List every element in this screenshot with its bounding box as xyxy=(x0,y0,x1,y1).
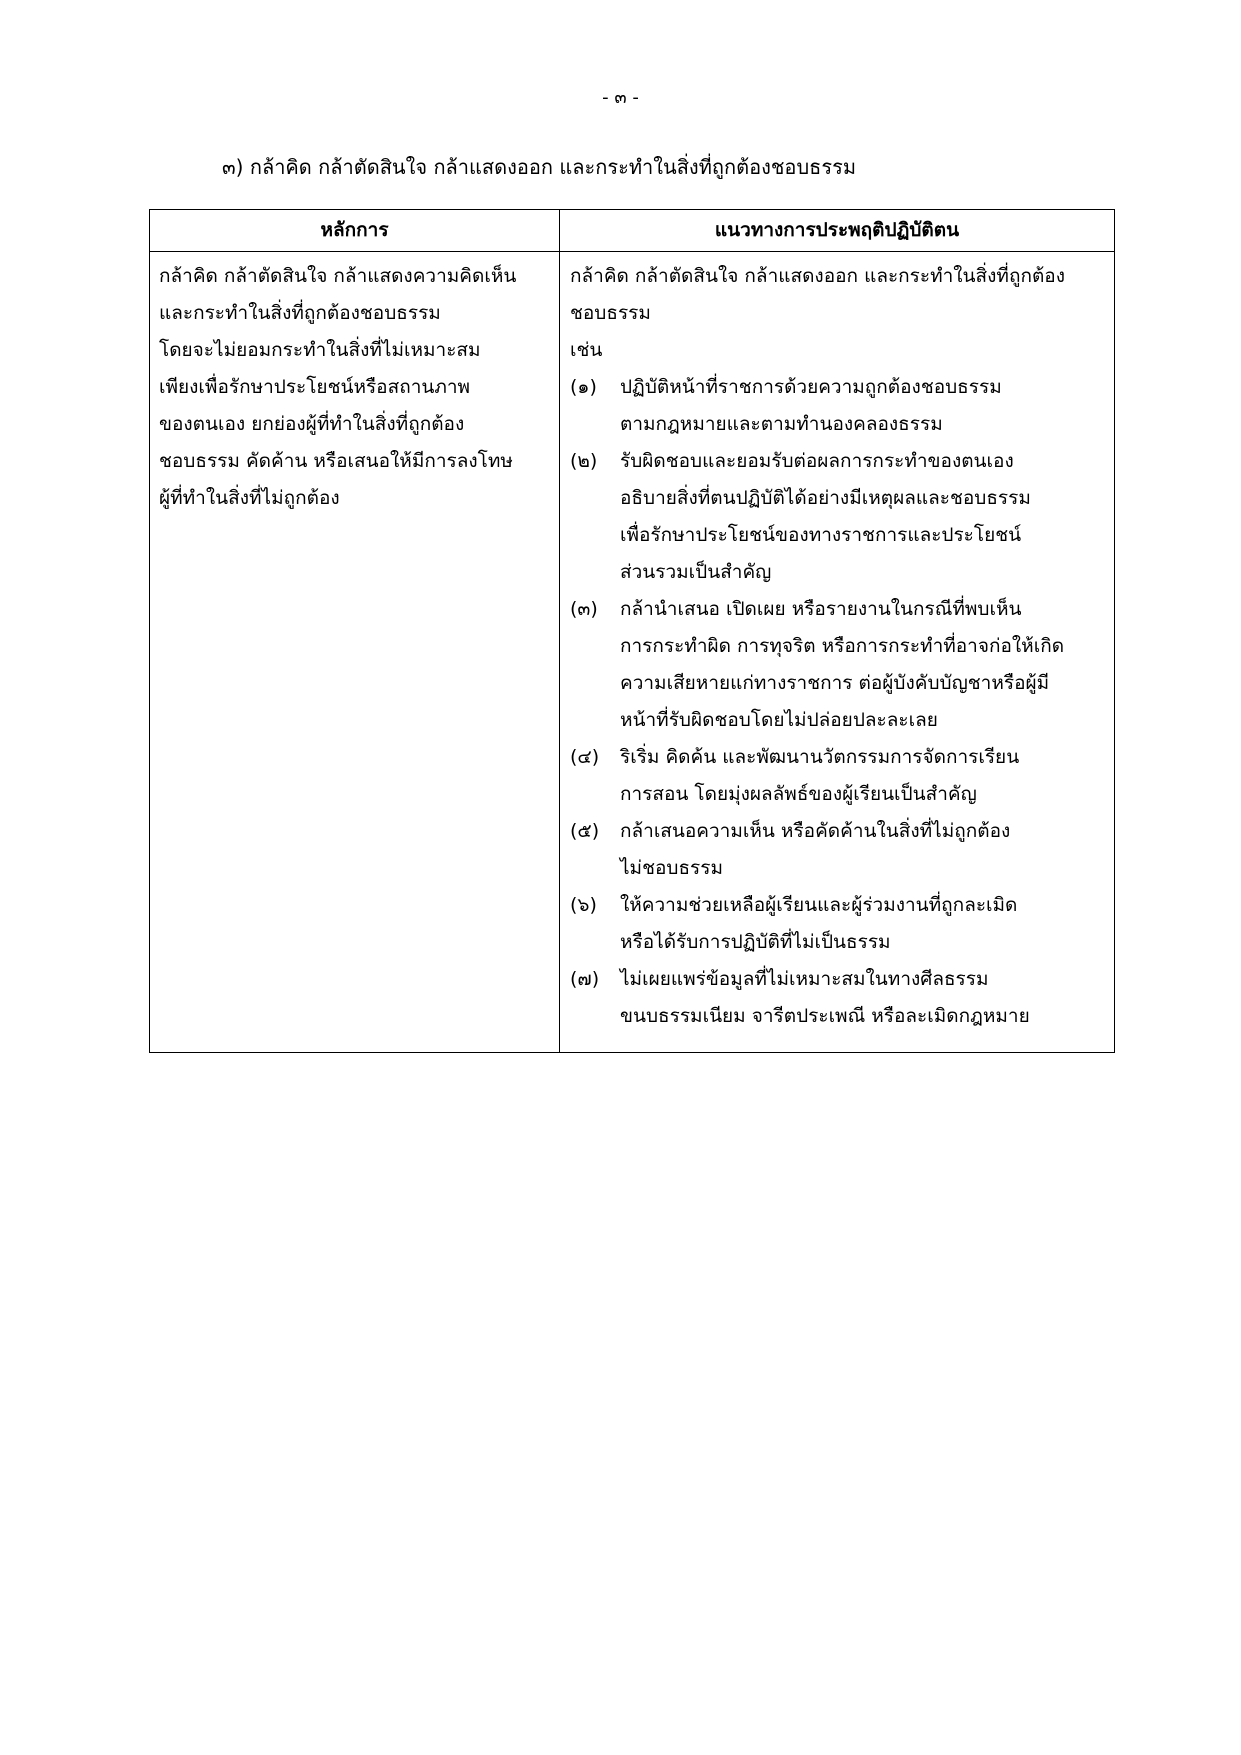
item-number: (๖) xyxy=(570,894,597,916)
item-number: (๔) xyxy=(570,746,600,768)
item-line: ปฏิบัติหน้าที่ราชการด้วยความถูกต้องชอบธรรม xyxy=(620,376,1002,398)
section-heading: ๓) กล้าคิด กล้าตัดสินใจ กล้าแสดงออก และกระทำในสิ่งที่ถูกต้องชอบธรรม xyxy=(222,155,857,179)
item-line: การสอน โดยมุ่งผลลัพธ์ของผู้เรียนเป็นสำคัญ xyxy=(620,783,977,805)
guideline-item-6 xyxy=(570,887,1110,961)
item-line: หรือได้รับการปฏิบัติที่ไม่เป็นธรรม xyxy=(620,931,891,953)
guideline-intro-line: เช่น xyxy=(570,339,603,361)
guideline-cell xyxy=(570,258,1110,1035)
item-line: ความเสียหายแก่ทางราชการ ต่อผู้บังคับบัญชาหรือผู้มี xyxy=(620,672,1050,694)
principle-line: ของตนเอง ยกย่องผู้ที่ทำในสิ่งที่ถูกต้อง xyxy=(159,413,465,435)
table-header-row xyxy=(150,210,1114,252)
guideline-intro-line: กล้าคิด กล้าตัดสินใจ กล้าแสดงออก และกระทำในสิ่งที่ถูกต้อง xyxy=(570,265,1065,287)
item-line: ตามกฎหมายและตามทำนองคลองธรรม xyxy=(620,413,943,435)
item-line: ไม่เผยแพร่ข้อมูลที่ไม่เหมาะสมในทางศีลธรรม xyxy=(620,968,989,990)
item-line: ส่วนรวมเป็นสำคัญ xyxy=(620,561,772,583)
item-line: กล้าเสนอความเห็น หรือคัดค้านในสิ่งที่ไม่ถูกต้อง xyxy=(620,820,1011,842)
item-line: อธิบายสิ่งที่ตนปฏิบัติได้อย่างมีเหตุผลและชอบธรรม xyxy=(620,487,1031,509)
guideline-item-2 xyxy=(570,443,1110,591)
item-line: ให้ความช่วยเหลือผู้เรียนและผู้ร่วมงานที่ถูกละเมิด xyxy=(620,894,1018,916)
item-line: รับผิดชอบและยอมรับต่อผลการกระทำของตนเอง xyxy=(620,450,1014,472)
guideline-item-4 xyxy=(570,739,1110,813)
principle-line: กล้าคิด กล้าตัดสินใจ กล้าแสดงความคิดเห็น xyxy=(159,265,517,287)
item-line: กล้านำเสนอ เปิดเผย หรือรายงานในกรณีที่พบเห็น xyxy=(620,598,1022,620)
column-divider xyxy=(559,210,560,1052)
page-number: - ๓ - xyxy=(602,87,639,108)
guideline-item-5 xyxy=(570,813,1110,887)
item-line: เพื่อรักษาประโยชน์ของทางราชการและประโยชน์ xyxy=(620,524,1022,546)
item-number: (๕) xyxy=(570,820,600,842)
guideline-item-1 xyxy=(570,369,1110,443)
principle-line: และกระทำในสิ่งที่ถูกต้องชอบธรรม xyxy=(159,302,441,324)
item-line: ไม่ชอบธรรม xyxy=(620,857,723,879)
item-line: ริเริ่ม คิดค้น และพัฒนานวัตกรรมการจัดการเรียน xyxy=(620,746,1020,768)
item-number: (๓) xyxy=(570,598,598,620)
principle-cell xyxy=(159,258,555,517)
item-number: (๒) xyxy=(570,450,598,472)
guideline-intro-line: ชอบธรรม xyxy=(570,302,651,324)
principle-line: ผู้ที่ทำในสิ่งที่ไม่ถูกต้อง xyxy=(159,487,340,509)
principles-table xyxy=(149,209,1115,1053)
header-guideline: แนวทางการประพฤติปฏิบัติตน xyxy=(714,219,960,241)
guideline-item-7 xyxy=(570,961,1110,1035)
item-line: ขนบธรรมเนียม จารีตประเพณี หรือละเมิดกฎหมาย xyxy=(620,1005,1030,1027)
item-number: (๑) xyxy=(570,376,597,398)
principle-line: เพียงเพื่อรักษาประโยชน์หรือสถานภาพ xyxy=(159,376,471,398)
item-line: หน้าที่รับผิดชอบโดยไม่ปล่อยปละละเลย xyxy=(620,709,938,731)
item-number: (๗) xyxy=(570,968,600,990)
item-line: การกระทำผิด การทุจริต หรือการกระทำที่อาจก่อให้เกิด xyxy=(620,635,1065,657)
guideline-item-3 xyxy=(570,591,1110,739)
principle-line: ชอบธรรม คัดค้าน หรือเสนอให้มีการลงโทษ xyxy=(159,450,513,472)
header-principle: หลักการ xyxy=(320,219,389,241)
principle-line: โดยจะไม่ยอมกระทำในสิ่งที่ไม่เหมาะสม xyxy=(159,339,481,361)
